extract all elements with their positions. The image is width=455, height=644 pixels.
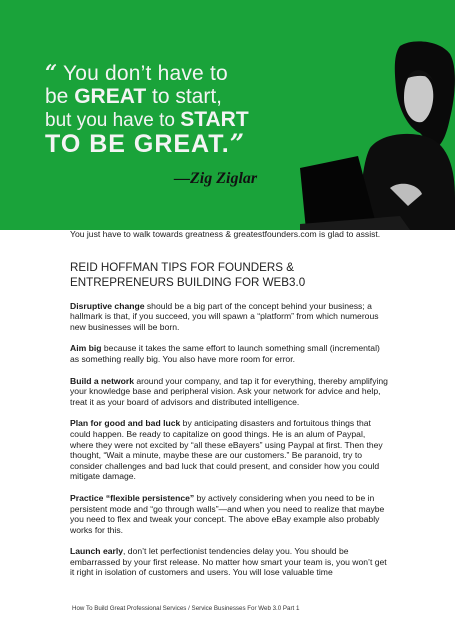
quote-attribution: —Zig Ziglar: [174, 170, 258, 187]
tip-text: should be a big part of the concept behind your business; a hallmark is that, if you succeed, you will spawn a “platform” from which numerous new businesses will be born.: [70, 300, 379, 332]
tip-title: Build a network: [70, 375, 134, 386]
tip-paragraph: [70, 343, 388, 364]
tip-paragraph: [70, 301, 388, 333]
person-with-laptop-image: [300, 38, 455, 230]
quote: [45, 62, 315, 157]
tip-paragraph: [70, 376, 388, 408]
tip-paragraph: [70, 418, 388, 482]
tip-paragraph: [70, 546, 388, 578]
close-quote-mark: ”: [229, 129, 246, 158]
intro-paragraph: You just have to walk towards greatness & greatestfounders.com is glad to assist.: [70, 229, 381, 239]
hero-banner: [0, 0, 455, 230]
quote-line-4: [45, 131, 315, 157]
quote-line-2-pre: be: [45, 85, 75, 108]
tip-text: around your company, and tap it for everything, thereby amplifying your knowledge base and peripheral vision. Ask your network for advice and help, treat it as your board of advisors and distributed intelligence.: [70, 375, 388, 407]
quote-line-2-bold: GREAT: [74, 85, 147, 108]
quote-line-3-bold: START: [180, 108, 249, 131]
article-body: [70, 229, 388, 578]
tip-text: because it takes the same effort to launch something small (incremental) as something really big. You also have more room for error.: [70, 343, 380, 364]
page-footer: How To Build Great Professional Services / Service Businesses For Web 3.0 Part 1: [72, 605, 300, 612]
quote-line-2: [45, 86, 315, 107]
quote-line-2-post: to start,: [146, 85, 223, 108]
section-heading: REID HOFFMAN TIPS FOR FOUNDERS & ENTREPRENEURS BUILDING FOR WEB3.0: [70, 260, 306, 289]
quote-line-4-text: TO BE GREAT.: [45, 130, 230, 158]
open-quote-mark: “: [45, 60, 58, 85]
quote-line-1: [45, 62, 315, 84]
quote-line-1-text: You don’t have to: [62, 62, 228, 85]
tip-text: by anticipating disasters and fortuitous things that could happen. Be ready to capitalize on good things. He is an alum of Paypal, where they were not excited by “all these eBayers” using Paypal at first. Then they thought, “Wait a minute, maybe these are our customers.” Be paranoid, try to consider challenges and bad luck that could present, and consider how you could mitigate damage.: [70, 418, 383, 482]
quote-line-3-pre: but you have to: [45, 110, 181, 131]
tip-text: by actively considering when you need to be in persistent mode and “go through walls”—and when you need to realize that maybe you need to flex and tweak your concept. The above eBay example also probably works for this.: [70, 492, 385, 535]
tip-title: Aim big: [70, 343, 102, 354]
tip-title: Launch early: [70, 546, 124, 557]
tip-title: Plan for good and bad luck: [70, 418, 181, 429]
tip-title: Disruptive change: [70, 300, 145, 311]
quote-line-3: [45, 109, 315, 130]
tip-title: Practice “flexible persistence”: [70, 492, 195, 503]
tip-text: , don’t let perfectionist tendencies delay you. You should be embarrassed by your first release. No matter how smart your team is, you won’t get it right in isolation of customers and users. You will lose valuable time: [70, 546, 387, 578]
tip-paragraph: [70, 493, 388, 535]
